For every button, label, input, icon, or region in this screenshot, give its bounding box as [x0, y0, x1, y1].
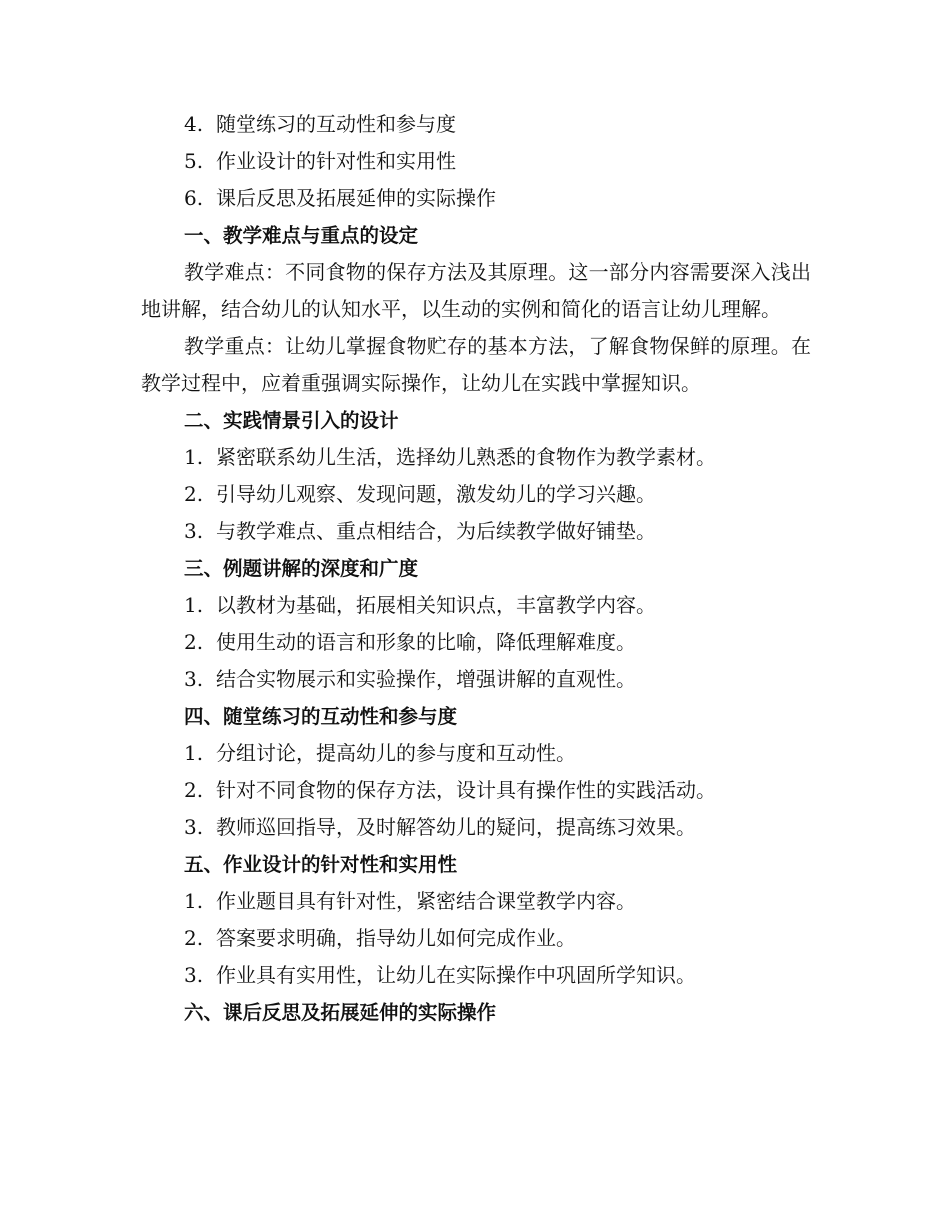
paragraph-key-point: 教学重点：让幼儿掌握食物贮存的基本方法，了解食物保鲜的原理。在教学过程中，应着重强调实际操作，让幼儿在实践中掌握知识。 — [141, 334, 811, 395]
section-heading: 三、例题讲解的深度和广度 — [184, 557, 419, 580]
section-heading: 六、课后反思及拓展延伸的实际操作 — [184, 1001, 497, 1024]
list-item: 4. 随堂练习的互动性和参与度 — [184, 112, 456, 136]
list-item: 1. 以教材为基础，拓展相关知识点，丰富教学内容。 — [184, 593, 656, 617]
list-item: 3. 结合实物展示和实验操作，增强讲解的直观性。 — [184, 667, 636, 691]
section-heading: 二、实践情景引入的设计 — [184, 409, 399, 432]
list-item: 3. 作业具有实用性，让幼儿在实际操作中巩固所学知识。 — [184, 963, 696, 987]
list-item: 2. 答案要求明确，指导幼儿如何完成作业。 — [184, 926, 576, 950]
section-heading: 一、教学难点与重点的设定 — [184, 224, 419, 247]
list-item: 1. 紧密联系幼儿生活，选择幼儿熟悉的食物作为教学素材。 — [184, 445, 716, 469]
list-item: 1. 作业题目具有针对性，紧密结合课堂教学内容。 — [184, 889, 636, 913]
list-item: 2. 使用生动的语言和形象的比喻，降低理解难度。 — [184, 630, 636, 654]
section-heading: 五、作业设计的针对性和实用性 — [184, 853, 458, 876]
list-item: 5. 作业设计的针对性和实用性 — [184, 149, 456, 173]
list-item: 2. 针对不同食物的保存方法，设计具有操作性的实践活动。 — [184, 778, 716, 802]
list-item: 2. 引导幼儿观察、发现问题，激发幼儿的学习兴趣。 — [184, 482, 656, 506]
paragraph-difficulty: 教学难点：不同食物的保存方法及其原理。这一部分内容需要深入浅出地讲解，结合幼儿的认知水平，以生动的实例和简化的语言让幼儿理解。 — [141, 260, 811, 321]
document-body — [141, 106, 811, 1031]
list-item: 6. 课后反思及拓展延伸的实际操作 — [184, 186, 496, 210]
list-item: 3. 与教学难点、重点相结合，为后续教学做好铺垫。 — [184, 519, 656, 543]
list-item: 1. 分组讨论，提高幼儿的参与度和互动性。 — [184, 741, 576, 765]
list-item: 3. 教师巡回指导，及时解答幼儿的疑问，提高练习效果。 — [184, 815, 696, 839]
section-heading: 四、随堂练习的互动性和参与度 — [184, 705, 458, 728]
